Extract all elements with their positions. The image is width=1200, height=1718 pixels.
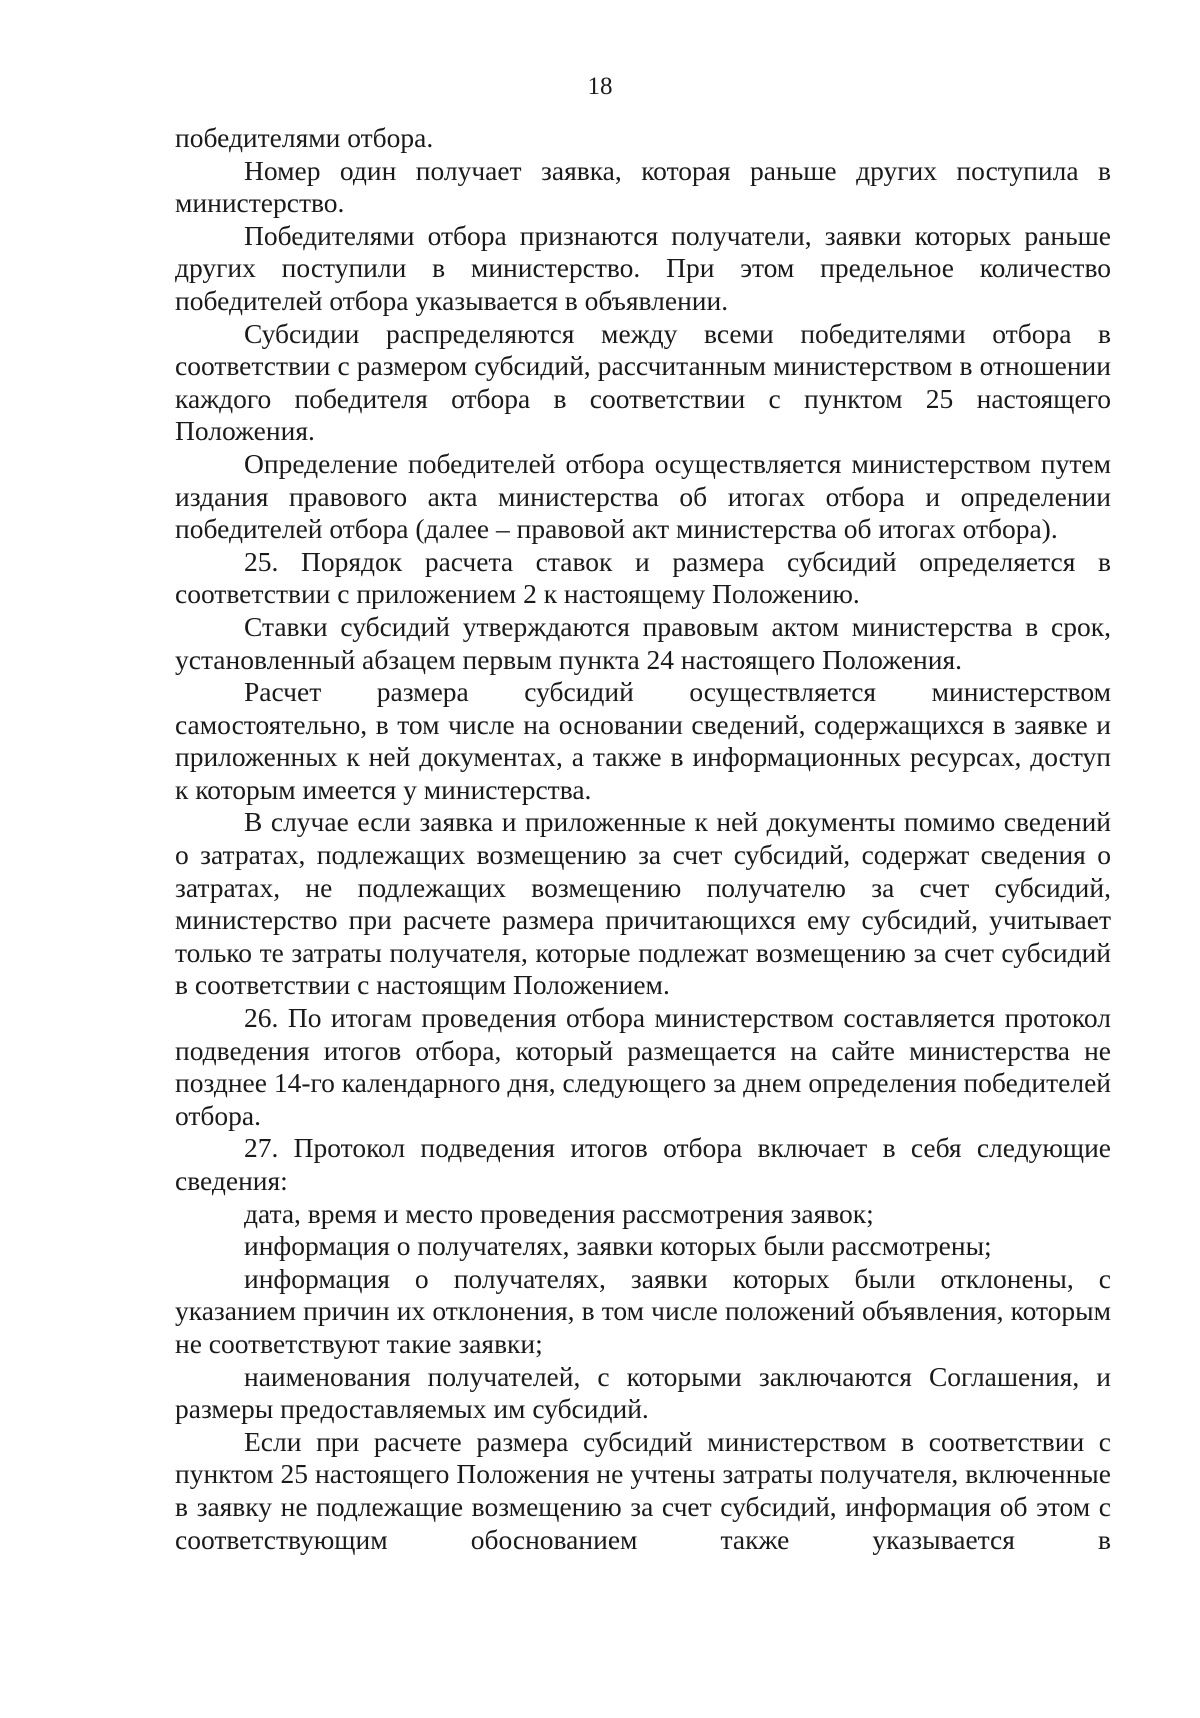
paragraph-continued: Если при расчете размера субсидий министерством в соответствии с пунктом 25 настоящего Положения не учтены затраты получателя, включенные в заявку не подлежащие возмещению за счет субсидий, информация об этом с соответствующим обоснованием также указывается в xyxy=(175,1425,1111,1555)
list-item: наименования получателей, с которыми заключаются Соглашения, и размеры предоставляемых им субсидий. xyxy=(175,1360,1111,1425)
paragraph-item-25: 25. Порядок расчета ставок и размера субсидий определяется в соответствии с приложением 2 к настоящему Положению. xyxy=(175,545,1111,610)
paragraph: Ставки субсидий утверждаются правовым актом министерства в срок, установленный абзацем первым пункта 24 настоящего Положения. xyxy=(175,610,1111,675)
list-item: дата, время и место проведения рассмотрения заявок; xyxy=(244,1197,874,1229)
paragraph-item-26: 26. По итогам проведения отбора министерством составляется протокол подведения итогов отбора, который размещается на сайте министерства не позднее 14-го календарного дня, следующего за днем определения победителей отбора. xyxy=(175,1002,1111,1131)
paragraph: Номер один получает заявка, которая раньше других поступила в министерство. xyxy=(175,154,1111,219)
paragraph: В случае если заявка и приложенные к ней документы помимо сведений о затратах, подлежащих возмещению за счет субсидий, содержат сведения о затратах, не подлежащих возмещению получателю за счет субсидий, министерство при расчете размера причитающихся ему субсидий, учитывает только те затраты получателя, которые подлежат возмещению за счет субсидий в соответствии с настоящим Положением. xyxy=(175,806,1111,1001)
paragraph: Расчет размера субсидий осуществляется министерством самостоятельно, в том числе на основании сведений, содержащихся в заявке и приложенных к ней документах, а также в информационных ресурсах, доступ к которым имеется у министерства. xyxy=(175,676,1111,805)
page-number: 18 xyxy=(587,73,613,100)
list-item: информация о получателях, заявки которых были рассмотрены; xyxy=(244,1230,992,1262)
paragraph: Субсидии распределяются между всеми победителями отбора в соответствии с размером субсидий, рассчитанным министерством в отношении каждого победителя отбора в соответствии с пунктом 25 настоящего Положения. xyxy=(175,317,1111,447)
paragraph: Определение победителей отбора осуществляется министерством путем издания правового акта министерства об итогах отбора и определении победителей отбора (далее – правовой акт министерства об итогах отбора). xyxy=(175,447,1111,545)
list-item: информация о получателях, заявки которых были отклонены, с указанием причин их отклонения, в том числе положений объявления, которым не соответствуют такие заявки; xyxy=(175,1262,1111,1359)
document-body xyxy=(175,122,1111,1556)
paragraph-item-27: 27. Протокол подведения итогов отбора включает в себя следующие сведения: xyxy=(175,1132,1111,1196)
paragraph: Победителями отбора признаются получатели, заявки которых раньше других поступили в министерство. При этом предельное количество победителей отбора указывается в объявлении. xyxy=(175,219,1111,316)
paragraph-continuation: победителями отбора. xyxy=(175,122,434,153)
